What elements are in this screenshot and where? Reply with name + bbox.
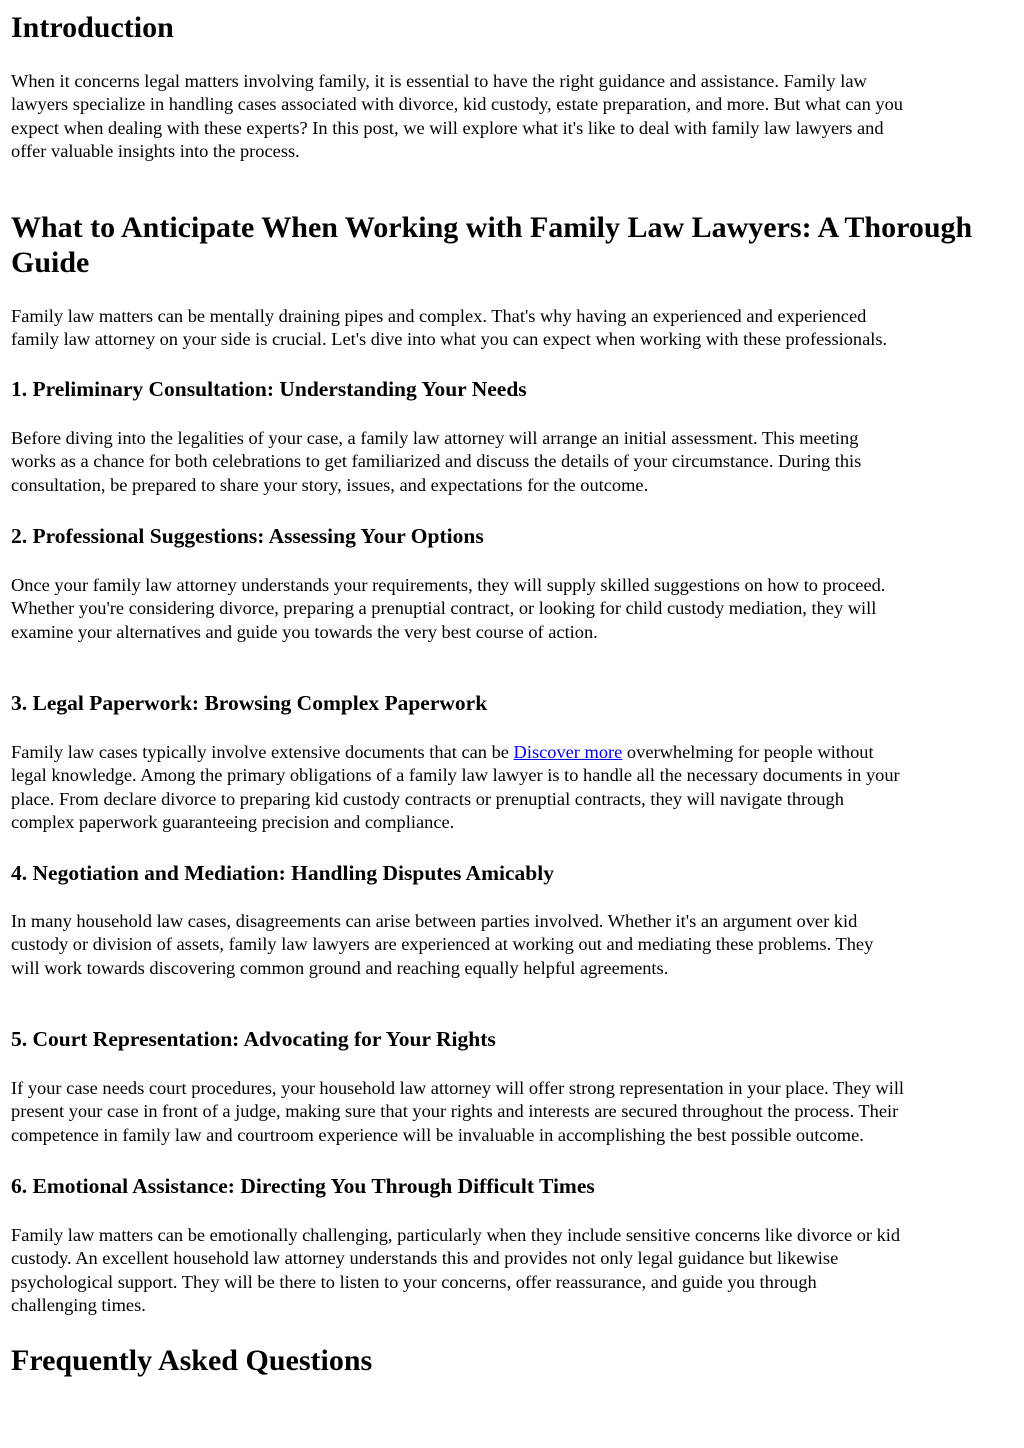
section-line-text: Family law cases typically involve extensive documents that can be (11, 742, 514, 762)
section-line: challenging times. (11, 1294, 146, 1315)
section-paragraph (11, 910, 873, 980)
guide-heading-line: Guide (11, 246, 90, 279)
guide-heading (11, 210, 972, 280)
section-paragraph (11, 427, 861, 497)
section-line: place. From declare divorce to preparing kid custody contracts or prenuptial contracts, they will navigate through (11, 788, 844, 809)
section-heading: 6. Emotional Assistance: Directing You Through Difficult Times (11, 1174, 595, 1198)
section-line: If your case needs court procedures, your household law attorney will offer strong representation in your place. They will (11, 1078, 905, 1098)
intro-line: expect when dealing with these experts? In this post, we will explore what it's like to deal with family law lawyers and (11, 117, 884, 138)
discover-more-link[interactable]: Discover more (513, 742, 623, 762)
section-heading: 4. Negotiation and Mediation: Handling Disputes Amicably (11, 861, 554, 885)
section-line: Family law matters can be emotionally challenging, particularly when they include sensitive concerns like divorce or kid (11, 1225, 901, 1245)
intro-line: lawyers specialize in handling cases associated with divorce, kid custody, estate preparation, and more. But what can you (11, 94, 903, 115)
section-line: legal knowledge. Among the primary obligations of a family law lawyer is to handle all the necessary documents in your (11, 765, 900, 786)
section-line: present your case in front of a judge, making sure that your rights and interests are secured throughout the process. Their (11, 1101, 899, 1122)
section-heading: 2. Professional Suggestions: Assessing Your Options (11, 524, 484, 548)
section-paragraph (11, 574, 885, 644)
section-line: Whether you're considering divorce, preparing a prenuptial contract, or looking for child custody mediation, they will (11, 598, 877, 619)
faq-heading: Frequently Asked Questions (11, 1344, 373, 1377)
section-line: examine your alternatives and guide you towards the very best course of action. (11, 621, 598, 642)
section-line: complex paperwork guaranteeing precision and compliance. (11, 811, 455, 832)
intro-line: When it concerns legal matters involving family, it is essential to have the right guidance and assistance. Family law (11, 71, 867, 91)
section-line: custody or division of assets, family law lawyers are experienced at working out and mediating these problems. They (11, 934, 874, 955)
intro-line: offer valuable insights into the process. (11, 140, 300, 161)
guide-paragraph (11, 305, 887, 352)
section-paragraph (11, 1224, 900, 1317)
guide-line: family law attorney on your side is crucial. Let's dive into what you can expect when working with these professionals. (11, 329, 888, 350)
guide-heading-line: What to Anticipate When Working with Family Law Lawyers: A Thorough (11, 211, 973, 244)
section-line: consultation, be prepared to share your story, issues, and expectations for the outcome. (11, 474, 649, 495)
intro-heading: Introduction (11, 11, 174, 44)
section-line: competence in family law and courtroom experience will be invaluable in accomplishing the best possible outcome. (11, 1124, 864, 1145)
section-line: will work towards discovering common ground and reaching equally helpful agreements. (11, 957, 669, 978)
section-line: custody. An excellent household law attorney understands this and provides not only legal guidance but likewise (11, 1248, 839, 1269)
section-line: In many household law cases, disagreements can arise between parties involved. Whether it's an argument over kid (11, 911, 858, 931)
intro-paragraph (11, 70, 903, 163)
section-heading: 5. Court Representation: Advocating for Your Rights (11, 1027, 496, 1051)
section-line: Once your family law attorney understands your requirements, they will supply skilled suggestions on how to proceed. (11, 575, 886, 595)
section-paragraph (11, 741, 900, 834)
section-line: Before diving into the legalities of your case, a family law attorney will arrange an initial assessment. This meeting (11, 428, 859, 448)
section-line-text: overwhelming for people without (622, 742, 874, 762)
section-heading: 3. Legal Paperwork: Browsing Complex Paperwork (11, 691, 488, 715)
section-line: works as a chance for both celebrations to get familiarized and discuss the details of your circumstance. During this (11, 451, 862, 472)
section-paragraph (11, 1077, 904, 1147)
section-heading: 1. Preliminary Consultation: Understanding Your Needs (11, 377, 527, 401)
section-line (11, 741, 900, 764)
guide-line: Family law matters can be mentally draining pipes and complex. That's why having an experienced and experienced (11, 306, 867, 326)
section-line: psychological support. They will be there to listen to your concerns, offer reassurance, and guide you through (11, 1271, 817, 1292)
